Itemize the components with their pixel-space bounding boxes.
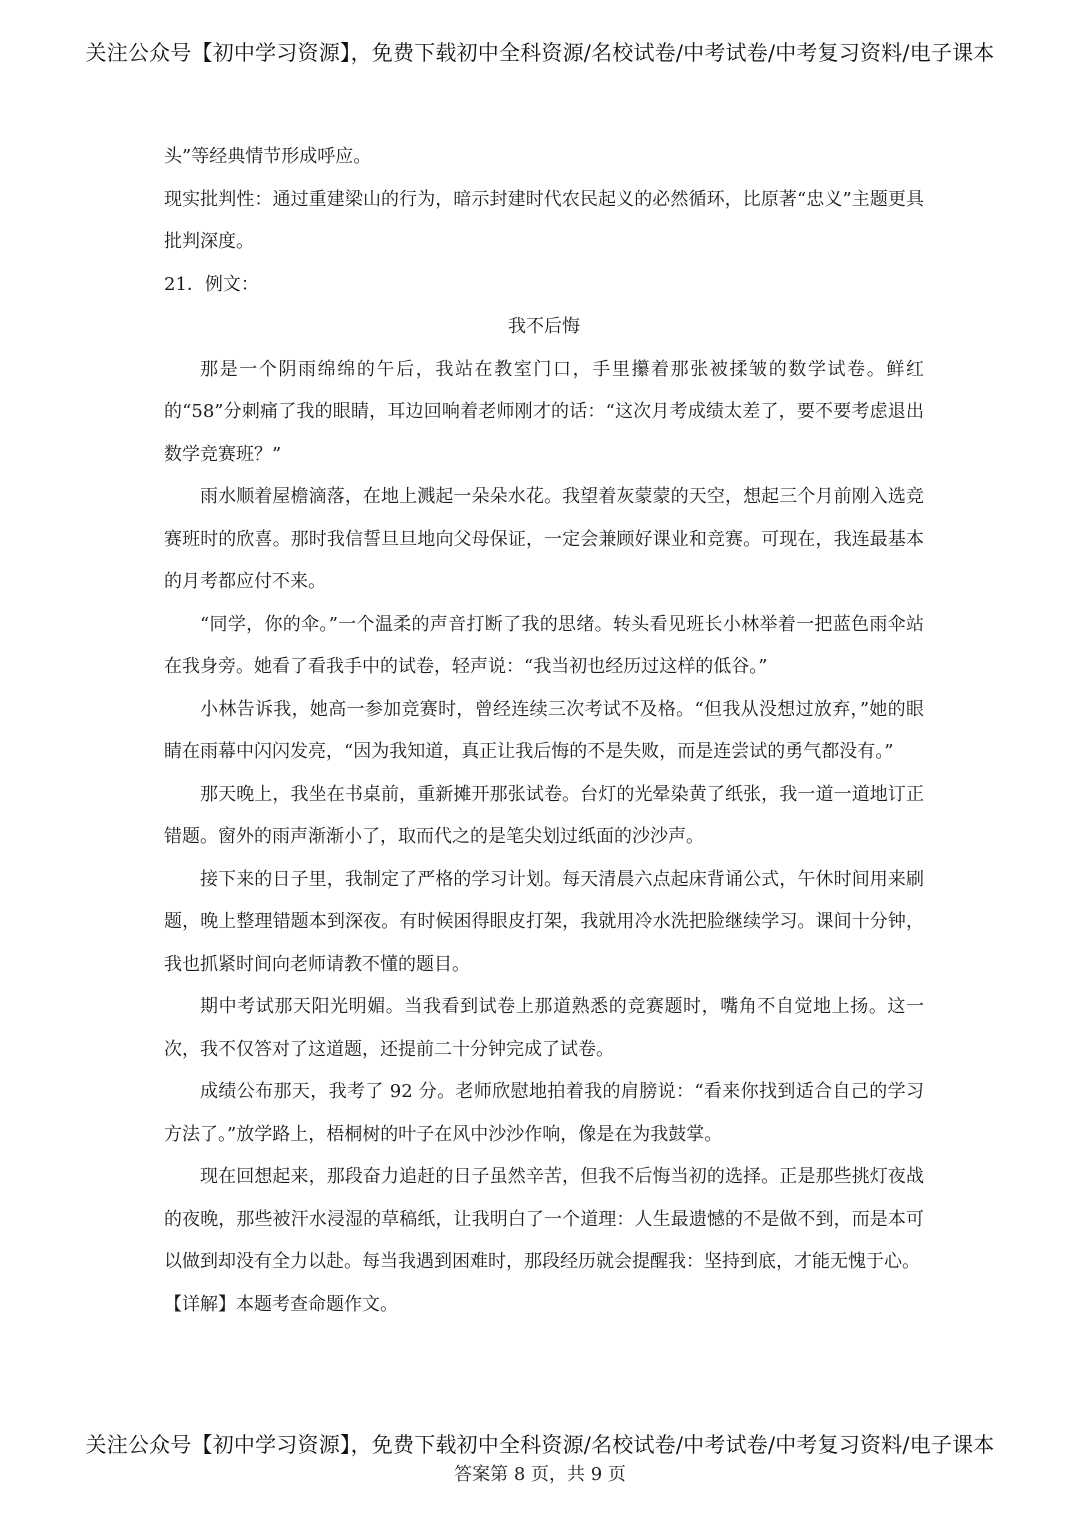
footer-banner: 关注公众号【初中学习资源】，免费下载初中全科资源/名校试卷/中考试卷/中考复习资料/电子课本 [85, 1433, 995, 1457]
essay-paragraph: 那天晚上，我坐在书桌前，重新摊开那张试卷。台灯的光晕染黄了纸张，我一道一道地订正错题。窗外的雨声渐渐小了，取而代之的是笔尖划过纸面的沙沙声。 [164, 783, 924, 847]
header-banner: 关注公众号【初中学习资源】，免费下载初中全科资源/名校试卷/中考试卷/中考复习资料/电子课本 [85, 41, 995, 65]
essay-paragraph: 那是一个阴雨绵绵的午后，我站在教室门口，手里攥着那张被揉皱的数学试卷。鲜红的“58”分刺痛了我的眼睛，耳边回响着老师刚才的话：“这次月考成绩太差了，要不要考虑退出数学竞赛班？” [164, 358, 924, 465]
document-body [164, 136, 924, 1326]
text-line: 头”等经典情节形成呼应。 [164, 146, 372, 167]
page-number: 答案第 8 页，共 9 页 [454, 1464, 626, 1485]
question-label: 21．例文： [164, 273, 259, 295]
essay-paragraph: 接下来的日子里，我制定了严格的学习计划。每天清晨六点起床背诵公式，午休时间用来刷题，晚上整理错题本到深夜。有时候困得眼皮打架，我就用冷水洗把脸继续学习。课间十分钟，我也抓紧时间向老师请教不懂的题目。 [164, 868, 924, 975]
essay-paragraph: “同学，你的伞。”一个温柔的声音打断了我的思绪。转头看见班长小林举着一把蓝色雨伞站在我身旁。她看了看我手中的试卷，轻声说：“我当初也经历过这样的低谷。” [164, 613, 924, 677]
essay-title: 我不后悔 [508, 316, 580, 337]
essay-paragraph: 成绩公布那天，我考了 92 分。老师欣慰地拍着我的肩膀说：“看来你找到适合自己的学习方法了。”放学路上，梧桐树的叶子在风中沙沙作响，像是在为我鼓掌。 [164, 1081, 924, 1145]
detail-line: 【详解】本题考查命题作文。 [164, 1293, 398, 1315]
essay-paragraph: 小林告诉我，她高一参加竞赛时，曾经连续三次考试不及格。“但我从没想过放弃，”她的眼睛在雨幕中闪闪发亮，“因为我知道，真正让我后悔的不是失败，而是连尝试的勇气都没有。” [164, 698, 924, 762]
essay-paragraph: 雨水顺着屋檐滴落，在地上溅起一朵朵水花。我望着灰蒙蒙的天空，想起三个月前刚入选竞赛班时的欣喜。那时我信誓旦旦地向父母保证，一定会兼顾好课业和竞赛。可现在，我连最基本的月考都应付不来。 [164, 486, 924, 592]
essay-paragraph: 现在回想起来，那段奋力追赶的日子虽然辛苦，但我不后悔当初的选择。正是那些挑灯夜战的夜晚，那些被汗水浸湿的草稿纸，让我明白了一个道理：人生最遗憾的不是做不到，而是本可以做到却没有全力以赴。每当我遇到困难时，那段经历就会提醒我：坚持到底，才能无愧于心。 [164, 1166, 924, 1272]
essay-paragraph: 期中考试那天阳光明媚。当我看到试卷上那道熟悉的竞赛题时，嘴角不自觉地上扬。这一次，我不仅答对了这道题，还提前二十分钟完成了试卷。 [164, 996, 924, 1060]
text-line: 现实批判性：通过重建梁山的行为，暗示封建时代农民起义的必然循环，比原著“忠义”主题更具批判深度。 [164, 188, 924, 252]
